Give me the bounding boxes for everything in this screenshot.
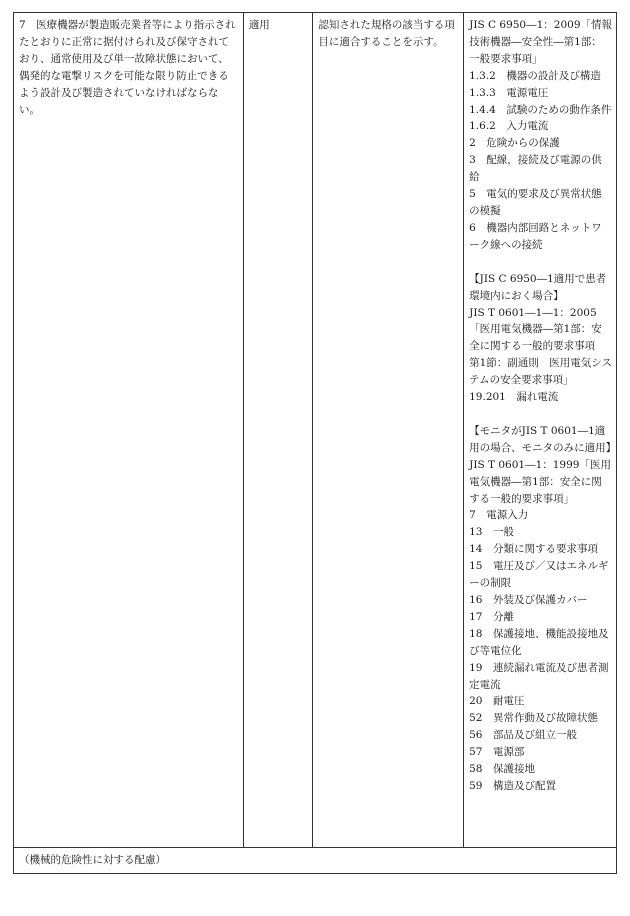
standards-cell — [464, 13, 617, 848]
requirement-text: 医療機器が製造販売業者等により指示されたとおりに正常に据付けられ及び保守されており、通常使用及び単一故障状態において、偶発的な電撃リスクを可能な限り防止できるよう設計及び製造されていなければならない。 — [19, 19, 236, 116]
standard-item: JIS T 0601―1―1：2005「医用電気機器―第1部：安全に関する一般的要求事項 第1節：副通則 医用電気システムの安全要求事項」 — [469, 306, 612, 387]
standard-item: 56 部品及び組立一般 — [469, 729, 577, 742]
standard-item: 1.3.3 電源電圧 — [469, 86, 549, 99]
standard-item: 1.4.4 試験のための動作条件 — [469, 103, 612, 116]
standard-item: 1.3.2 機器の設計及び構造 — [469, 69, 601, 82]
standard-item: 19 連続漏れ電流及び患者測定電流 — [469, 661, 609, 691]
requirements-document — [13, 12, 617, 874]
standard-item: 6 機器内部回路とネットワーク線への接続 — [469, 221, 602, 251]
standard-item: 17 分離 — [469, 610, 514, 623]
section-heading-cell — [14, 848, 617, 874]
standard-item: 【モニタがJIS T 0601―1適用の場合、モニタのみに適用】 — [469, 424, 617, 454]
standard-item: 58 保護接地 — [469, 763, 535, 776]
requirement-cell — [14, 13, 244, 848]
standards-list — [469, 17, 617, 795]
standard-item: 2 危険からの保護 — [469, 137, 560, 150]
table-row — [14, 13, 617, 848]
conformity-method-text: 認知された規格の該当する項目に適合することを示す。 — [318, 19, 455, 48]
standard-item: JIS C 6950―1：2009「情報技術機器―安全性―第1部：一般要求事項」 — [469, 19, 613, 65]
standards-spacer — [469, 406, 612, 423]
standard-item: 20 耐電圧 — [469, 695, 525, 708]
next-section-heading: （機械的危険性に対する配慮） — [19, 854, 166, 866]
standard-item: 18 保護接地、機能設接地及び等電位化 — [469, 627, 609, 657]
standard-item: 57 電源部 — [469, 746, 525, 759]
section-heading-row — [14, 848, 617, 874]
standard-item: 14 分類に関する要求事項 — [469, 543, 598, 556]
standard-item: 1.6.2 入力電流 — [469, 120, 549, 133]
standard-item: 7 電源入力 — [469, 509, 529, 522]
applicability-cell — [243, 13, 313, 848]
standard-item: 15 電圧及び／又はエネルギーの制限 — [469, 560, 609, 590]
standards-spacer — [469, 254, 612, 271]
standard-item: 【JIS C 6950―1適用で患者環境内におく場合】 — [469, 272, 607, 302]
standard-item: JIS T 0601―1：1999「医用電気機器―第1部：安全に関する一般的要求事項」 — [469, 458, 611, 505]
requirements-table — [13, 12, 617, 874]
standard-item: 16 外装及び保護カバー — [469, 594, 588, 606]
standard-item: 19.201 漏れ電流 — [469, 391, 559, 404]
standard-item: 5 電気的要求及び異常状態の模擬 — [469, 188, 602, 217]
standard-item: 52 異常作動及び故障状態 — [469, 712, 598, 725]
standard-item: 13 一般 — [469, 526, 514, 539]
requirement-number: 7 — [19, 19, 26, 31]
standard-item: 3 配線，接続及び電源の供給 — [469, 154, 602, 184]
applicability-value: 適用 — [248, 19, 270, 31]
standard-item: 59 構造及び配置 — [469, 779, 556, 792]
conformity-method-cell — [313, 13, 464, 848]
